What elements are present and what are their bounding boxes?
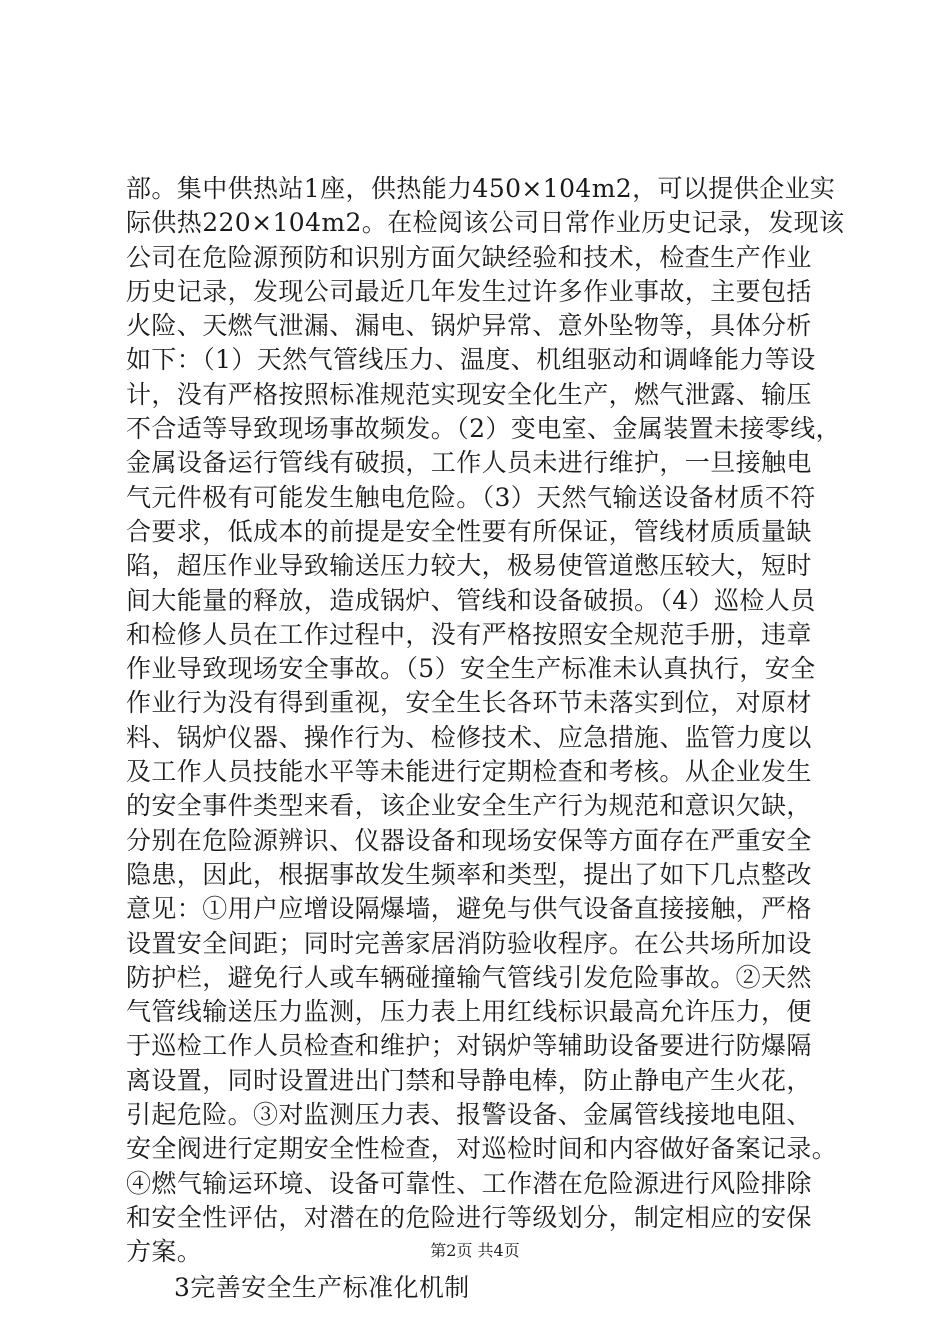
text-line: 际供热220×104m2。在检阅该公司日常作业历史记录，发现该: [126, 208, 845, 238]
text-line: 意见：①用户应增设隔爆墙，避免与供气设备直接接触，严格: [126, 894, 812, 924]
text-line: 安全阀进行定期安全性检查，对巡检时间和内容做好备案记录。: [126, 1134, 838, 1164]
text-line: 引起危险。③对监测压力表、报警设备、金属管线接地电阻、: [126, 1100, 812, 1130]
text-line: 离设置，同时设置进出门禁和导静电棒，防止静电产生火花，: [126, 1065, 812, 1095]
section-heading: 3完善安全生产标准化机制: [174, 1272, 470, 1302]
text-line: 和检修人员在工作过程中，没有严格按照安全规范手册，违章: [126, 619, 812, 649]
page-number-footer: 第2页 共4页: [430, 1241, 520, 1260]
document-body: [126, 172, 856, 1306]
text-line: 陷，超压作业导致输送压力较大，极易使管道憋压较大，短时: [126, 551, 812, 581]
text-line: 作业行为没有得到重视，安全生长各环节未落实到位，对原材: [126, 688, 812, 718]
text-line: 的安全事件类型来看，该企业安全生产行为规范和意识欠缺，: [126, 791, 812, 821]
text-line: 气管线输送压力监测，压力表上用红线标识最高允许压力，便: [126, 997, 812, 1027]
text-line: 部。集中供热站1座，供热能力450×104m2，可以提供企业实: [126, 174, 836, 203]
text-line: 计，没有严格按照标准规范实现安全化生产，燃气泄露、输压: [126, 379, 812, 409]
text-line: 如下：（1）天然气管线压力、温度、机组驱动和调峰能力等设: [126, 345, 816, 375]
text-line: 防护栏，避免行人或车辆碰撞输气管线引发危险事故。②天然: [126, 962, 812, 992]
text-line: 不合适等导致现场事故频发。（2）变电室、金属装置未接零线，: [126, 414, 842, 444]
text-line: 于巡检工作人员检查和维护；对锅炉等辅助设备要进行防爆隔: [126, 1031, 812, 1061]
text-line: ④燃气输运环境、设备可靠性、工作潜在危险源进行风险排除: [126, 1168, 812, 1198]
text-line: 合要求，低成本的前提是安全性要有所保证，管线材质质量缺: [126, 516, 812, 546]
text-line: 分别在危险源辨识、仪器设备和现场安保等方面存在严重安全: [126, 825, 812, 855]
text-line: 方案。: [126, 1237, 203, 1267]
text-line: 间大能量的释放，造成锅炉、管线和设备破损。（4）巡检人员: [126, 585, 816, 615]
text-line: 及工作人员技能水平等未能进行定期检查和考核。从企业发生: [126, 757, 812, 787]
text-line: 隐患，因此，根据事故发生频率和类型，提出了如下几点整改: [126, 859, 812, 889]
text-line: 气元件极有可能发生触电危险。（3）天然气输送设备材质不符: [126, 482, 816, 512]
text-line: 公司在危险源预防和识别方面欠缺经验和技术，检查生产作业: [126, 242, 812, 272]
text-line: 金属设备运行管线有破损，工作人员未进行维护，一旦接触电: [126, 448, 812, 478]
text-line: 历史记录，发现公司最近几年发生过许多作业事故，主要包括: [126, 276, 812, 306]
text-line: 设置安全间距；同时完善家居消防验收程序。在公共场所加设: [126, 928, 812, 958]
text-line: 料、锅炉仪器、操作行为、检修技术、应急措施、监管力度以: [126, 722, 812, 752]
text-line: 和安全性评估，对潜在的危险进行等级划分，制定相应的安保: [126, 1202, 812, 1232]
text-line: 作业导致现场安全事故。（5）安全生产标准未认真执行，安全: [126, 654, 816, 684]
text-line: 火险、天燃气泄漏、漏电、锅炉异常、意外坠物等，具体分析: [126, 311, 812, 341]
